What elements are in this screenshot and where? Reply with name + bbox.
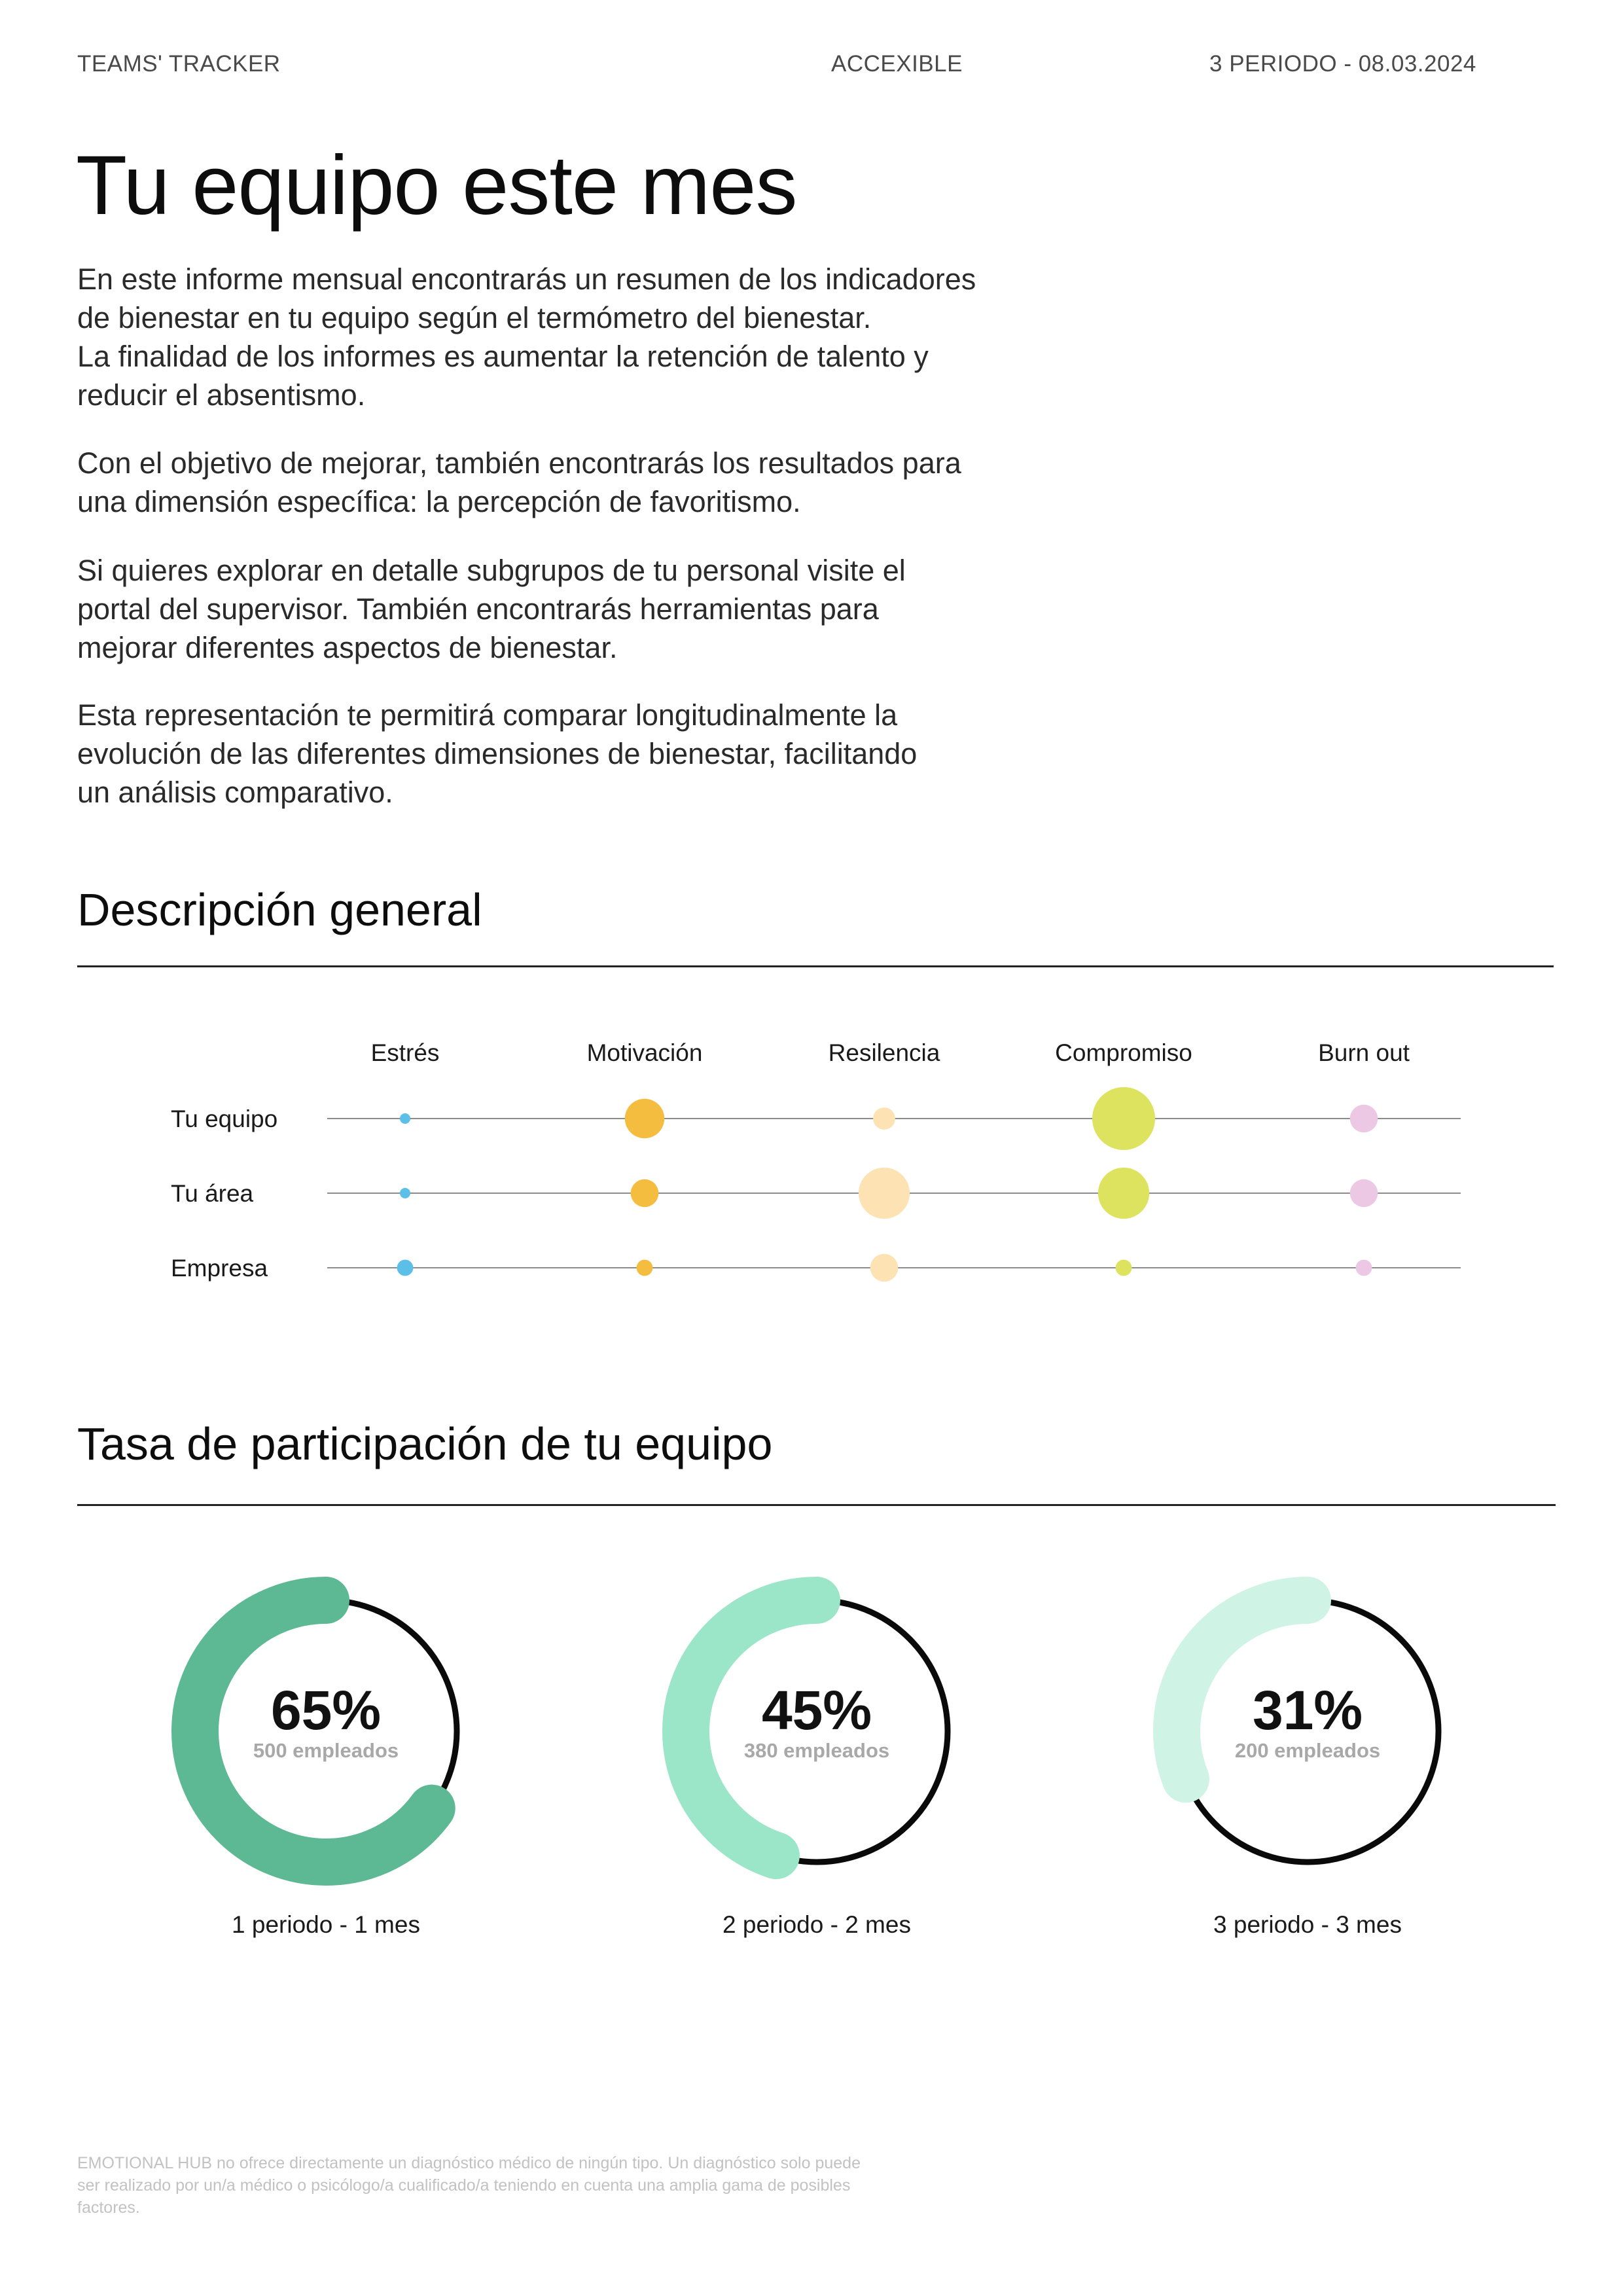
participation-employees: 500 empleados	[253, 1739, 399, 1762]
disclaimer: EMOTIONAL HUB no ofrece directamente un diagnóstico médico de ningún tipo. Un diagnóstico solo puede ser realizado por un/a médico o psicólogo/a cualificado/a teniendo en cuenta una amplia gama de posibles factores.	[77, 2154, 861, 2217]
participation-percent: 45%	[761, 1679, 872, 1741]
page-title: Tu equipo este mes	[76, 139, 797, 232]
participation-donut-period-3	[1144, 1568, 1471, 1895]
participation-employees: 380 empleados	[743, 1739, 890, 1762]
intro-paragraph: Si quieres explorar en detalle subgrupos de tu personal visite el portal del supervisor. También encontrarás herramientas para mejorar diferentes aspectos de bienestar.	[77, 554, 906, 664]
section-divider	[77, 1504, 1556, 1506]
chart-category-label: Motivación	[586, 1039, 703, 1066]
header-brand: ACCEXIBLE	[831, 51, 963, 77]
chart-category-label: Burn out	[1318, 1039, 1410, 1066]
participation-section-title: Tasa de participación de tu equipo	[77, 1418, 773, 1469]
intro-paragraph: Con el objetivo de mejorar, también encontrarás los resultados para una dimensión específica: la percepción de favoritismo.	[77, 446, 961, 518]
participation-percent: 65%	[270, 1679, 382, 1741]
participation-employees: 200 empleados	[1234, 1739, 1381, 1762]
chart-category-label: Estrés	[370, 1039, 440, 1066]
chart-category-label: Compromiso	[1055, 1039, 1192, 1066]
intro-paragraph: Esta representación te permitirá comparar longitudinalmente la evolución de las diferentes dimensiones de bienestar, facilitando un análisis comparativo.	[77, 698, 918, 809]
chart-bubble	[1350, 1179, 1378, 1208]
chart-bubble	[400, 1113, 410, 1124]
participation-donut-period-2	[653, 1568, 980, 1895]
chart-row-label: Tu equipo	[171, 1105, 278, 1132]
chart-bubble	[1356, 1260, 1372, 1276]
chart-bubble	[870, 1254, 899, 1282]
participation-donut-period-1	[162, 1568, 490, 1895]
chart-bubble	[625, 1099, 664, 1138]
chart-bubble	[1116, 1260, 1132, 1276]
header-period-date: 3 PERIODO - 08.03.2024	[1209, 51, 1476, 77]
chart-bubble	[397, 1260, 414, 1276]
header-report-name: TEAMS' TRACKER	[77, 51, 281, 77]
chart-row-label: Empresa	[171, 1255, 268, 1282]
chart-bubble	[637, 1260, 653, 1276]
chart-bubble	[400, 1188, 410, 1198]
participation-percent: 31%	[1252, 1679, 1363, 1741]
chart-bubble	[631, 1179, 659, 1208]
participation-period-label: 3 periodo - 3 mes	[1213, 1911, 1402, 1938]
intro-paragraph: En este informe mensual encontrarás un resumen de los indicadores de bienestar en tu equipo según el termómetro del bienestar. La finalidad de los informes es aumentar la retención de talento y reducir el absentismo.	[77, 262, 976, 412]
chart-row-label: Tu área	[171, 1180, 254, 1207]
chart-bubble	[1098, 1168, 1149, 1219]
chart-bubble	[873, 1107, 895, 1130]
participation-period-label: 2 periodo - 2 mes	[722, 1911, 911, 1938]
chart-bubble	[1092, 1087, 1155, 1150]
overview-section-title: Descripción general	[77, 884, 482, 935]
chart-category-label: Resilencia	[828, 1039, 940, 1066]
participation-period-label: 1 periodo - 1 mes	[232, 1911, 420, 1938]
chart-bubble	[859, 1168, 910, 1219]
chart-bubble	[1350, 1105, 1378, 1133]
